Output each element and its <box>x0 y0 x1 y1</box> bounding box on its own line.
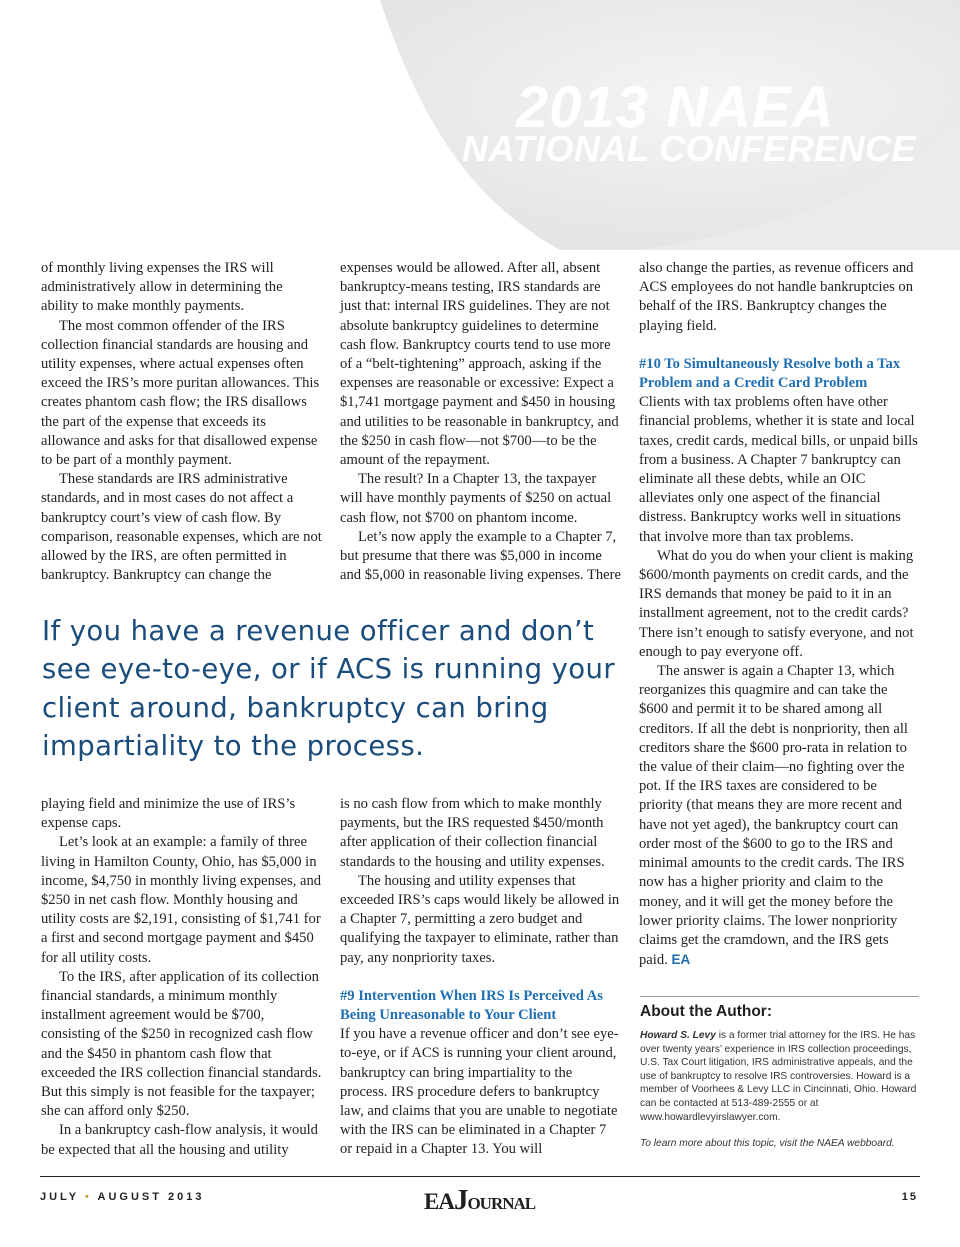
issue-month-2: AUGUST 2013 <box>97 1191 205 1203</box>
paragraph: is no cash flow from which to make monthly payments, but the IRS requested $450/month after application of their collection financial standards to the housing and utility expenses. <box>340 796 605 870</box>
separator-dot: • <box>84 1191 92 1203</box>
paragraph: expenses would be allowed. After all, absent bankruptcy-means testing, IRS standards are just that: internal IRS guidelines. They are not absolute bankruptcy guidelines to determine cash flow. Bankruptcy courts tend to use more of a “belt-tightening” approach, asking if the expenses are reasonable or excessive: Expect a $1,741 mortgage payment and $450 in housing and utilities to be reasonable in bankruptcy, and the $250 in cash flow—not $700—to be the amount of the repayment. <box>340 260 619 469</box>
paragraph: Let’s now apply the example to a Chapter 7, but presume that there was $5,000 in income and $5,000 in reasonable living expenses. There <box>340 528 621 584</box>
author-name: Howard S. Levy <box>640 1030 716 1041</box>
paragraph: The housing and utility expenses that exceeded IRS’s caps would likely be allowed in a Chapter 7, permitting a zero budget and qualifying the taxpayer to eliminate, rather than pay, any nonpriority taxes. <box>340 872 620 966</box>
author-bio <box>640 1029 919 1124</box>
column-1-bottom <box>41 795 323 1160</box>
paragraph <box>639 662 919 970</box>
issue-date <box>40 1191 204 1203</box>
logo-ea: EA <box>424 1189 454 1214</box>
banner-subtitle: NATIONAL CONFERENCE <box>462 128 917 169</box>
paragraph: Clients with tax problems often have other financial problems, whether it is state and local taxes, credit cards, medical bills, or unpaid bills from a business. A Chapter 7 bankruptcy can eliminate all these debts, while an OIC alleviates only one aspect of the financial distress. Bankruptcy works well in situations that involve more than tax problems. <box>639 394 918 545</box>
column-2-bottom <box>340 795 621 1160</box>
paragraph: In a bankruptcy cash-flow analysis, it would be expected that all the housing and utility <box>41 1122 318 1158</box>
end-mark: EA <box>671 952 691 968</box>
paragraph: The result? In a Chapter 13, the taxpayer will have monthly payments of $250 on actual cash flow, not $700 on phantom income. <box>340 471 612 526</box>
logo-rest: OURNAL <box>467 1194 536 1213</box>
paragraph: The most common offender of the IRS collection financial standards are housing and utility expenses, where actual expenses often exceed the IRS’s more puritan allowances. This creates phantom cash flow; the IRS disallows the part of the expense that exceeds its allowance and asks for that disallowed expense to be part of a monthly payment. <box>41 317 320 469</box>
conference-banner <box>0 0 960 250</box>
paragraph: playing field and minimize the use of IRS’s expense caps. <box>41 796 296 832</box>
paragraph-text: The answer is again a Chapter 13, which reorganizes this quagmire and can take the $600 and permit it to be shared among all creditors. If all the debt is nonpriority, then all creditors share the $600 pro-rata in relation to the value of their claim—no fighting over the pot. If the IRS taxes are considered to be priority (that means they are more recent and have not yet aged), the bankruptcy court can order most of the $600 to go to the IRS and minimal amounts to the credit cards. The IRS now has a higher priority and claim to the money, and it will get the money before the lower priority claims. The lower nonpriority claims get the cramdown, and the IRS gets paid. <box>639 663 908 969</box>
pull-quote: If you have a revenue officer and don’t see eye-to-eye, or if ACS is running your client around, bankruptcy can bring impartiality to the process. <box>42 615 616 762</box>
section-heading-10: #10 To Simultaneously Resolve both a Tax Problem and a Credit Card Problem <box>639 355 901 392</box>
author-bio-text: is a former trial attorney for the IRS. He has over twenty years’ experience in IRS collection proceedings, U.S. Tax Court litigation, IRS administrative appeals, and the use of bankruptcy to resolve IRS controversies. Howard is a member of Voorhees & Levy LLC in Cincinnati, Ohio. Howard can be contacted at 513-489-2555 or at www.howardlevyirslawyer.com. <box>640 1030 917 1123</box>
divider <box>640 996 919 997</box>
column-1-top <box>41 259 323 585</box>
paragraph: To the IRS, after application of its collection financial standards, a minimum monthly installment agreement would be $700, consisting of the $250 in recognized cash flow and the $450 in phantom cash flow that exceeded the IRS collection financial standards. But this simply is not feasible for the taxpayer; she can afford only $250. <box>41 968 322 1120</box>
paragraph: also change the parties, as revenue officers and ACS employees do not handle bankruptcies on behalf of the IRS. Bankruptcy changes the playing field. <box>639 260 914 334</box>
paragraph: What do you do when your client is making $600/month payments on credit cards, and the IRS demands that money be paid to it in an installment agreement, not to the credit cards? There isn’t enough to satisfy everyone, and not enough to pay everyone off. <box>639 547 914 660</box>
paragraph: Let’s look at an example: a family of three living in Hamilton County, Ohio, has $5,000 in income, $4,750 in monthly living expenses, and $250 in net cash flow. Monthly housing and utility costs are $2,191, consisting of $1,741 for a first and second mortgage payment and $450 for all utility costs. <box>41 834 322 966</box>
paragraph: These standards are IRS administrative standards, and in most cases do not affect a bankruptcy court’s view of cash flow. By comparison, reasonable expenses, which are not allowed by the IRS, are often permitted in bankruptcy. Bankruptcy can change the <box>41 471 322 584</box>
ea-journal-logo <box>424 1184 535 1217</box>
page-number: 15 <box>901 1191 918 1203</box>
section-heading-9: #9 Intervention When IRS Is Perceived As Being Unreasonable to Your Client <box>340 987 603 1024</box>
paragraph: If you have a revenue officer and don’t see eye-to-eye, or if ACS is running your client around, bankruptcy can bring impartiality to the process. IRS procedure defers to bankruptcy law, and claims that you are unable to negotiate with the IRS can be eliminated in a Chapter 7 or repaid in a Chapter 13. You will <box>340 1026 619 1158</box>
about-author-box <box>640 996 919 1149</box>
logo-j: J <box>453 1184 468 1216</box>
paragraph: of monthly living expenses the IRS will administratively allow in determining the ability to make monthly payments. <box>41 260 283 315</box>
author-heading: About the Author: <box>640 1003 772 1020</box>
column-3 <box>639 259 919 970</box>
issue-month-1: JULY <box>40 1191 79 1203</box>
banner-year-title: 2013 NAEA <box>516 75 835 140</box>
webboard-note: To learn more about this topic, visit the NAEA webboard. <box>640 1138 895 1150</box>
footer-rule <box>40 1176 920 1177</box>
column-2-top <box>340 259 621 585</box>
